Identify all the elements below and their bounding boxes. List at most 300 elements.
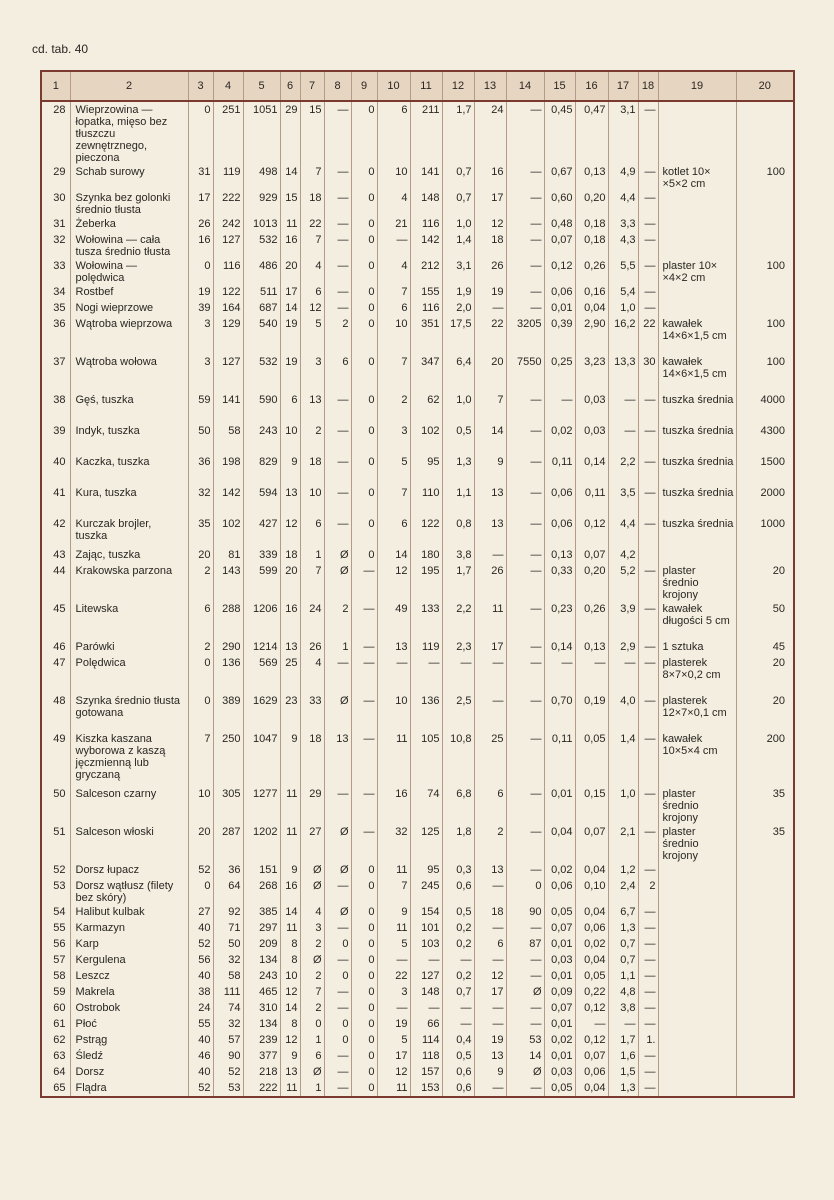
- cell-col-10: 2: [377, 392, 410, 423]
- cell-col-18: —: [638, 920, 658, 936]
- cell-col-7: 2: [300, 423, 324, 454]
- cell-col-15: 0,23: [544, 601, 575, 639]
- cell-col-15: 0,14: [544, 639, 575, 655]
- cell-col-14: 7550: [506, 354, 544, 392]
- cell-col-13: 12: [474, 968, 506, 984]
- cell-col-5: 297: [243, 920, 280, 936]
- cell-col-5: 218: [243, 1064, 280, 1080]
- cell-col-15: 0,09: [544, 984, 575, 1000]
- cell-col-1: 41: [53, 487, 66, 499]
- cell-col-15: 0,01: [544, 300, 575, 316]
- cell-col-10: 5: [377, 936, 410, 952]
- cell-col-17: 1,3: [608, 920, 638, 936]
- cell-col-17: 1,0: [608, 300, 638, 316]
- cell-col-2: Wątroba wołowa: [70, 354, 188, 392]
- cell-col-6: 25: [280, 655, 300, 693]
- cell-col-2: Wieprzowina — łopatka, mięso bez tłuszczu zewnętrznego, pieczona: [70, 101, 188, 164]
- cell-col-12: 0,3: [442, 862, 474, 878]
- cell-col-14: 53: [506, 1032, 544, 1048]
- cell-col-7: 26: [300, 639, 324, 655]
- cell-col-6: 16: [280, 601, 300, 639]
- cell-col-13: —: [474, 1080, 506, 1096]
- cell-col-13: 18: [474, 904, 506, 920]
- cell-col-11: —: [410, 1000, 442, 1016]
- row-65: [42, 1080, 793, 1096]
- cell-col-17: 6,7: [608, 904, 638, 920]
- cell-col-4: 290: [213, 639, 243, 655]
- cell-col-16: 0,04: [575, 300, 608, 316]
- cell-col-19: tuszka średnia: [658, 516, 736, 547]
- cell-col-11: 74: [410, 786, 442, 824]
- cell-col-8: —: [324, 920, 351, 936]
- cell-col-6: 20: [280, 563, 300, 601]
- cell-col-6: 23: [280, 693, 300, 731]
- cell-col-14: 14: [506, 1048, 544, 1064]
- cell-col-4: 129: [213, 316, 243, 354]
- cell-col-4: 32: [213, 952, 243, 968]
- cell-col-5: 1214: [243, 639, 280, 655]
- cell-col-8: Ø: [324, 862, 351, 878]
- cell-col-1: 63: [53, 1050, 66, 1062]
- cell-col-3: 52: [188, 862, 213, 878]
- cell-col-13: 18: [474, 232, 506, 258]
- cell-col-20: 100: [736, 316, 793, 354]
- cell-col-14: —: [506, 952, 544, 968]
- row-40: [42, 454, 793, 485]
- cell-col-16: 0,47: [575, 101, 608, 164]
- cell-col-9: 0: [351, 952, 377, 968]
- cell-col-20: [736, 1064, 793, 1080]
- cell-col-8: 2: [324, 316, 351, 354]
- cell-col-18: —: [638, 101, 658, 164]
- cell-col-16: 0,15: [575, 786, 608, 824]
- cell-col-5: 1047: [243, 731, 280, 786]
- cell-col-3: 10: [188, 786, 213, 824]
- cell-col-16: 0,22: [575, 984, 608, 1000]
- cell-col-15: 0,13: [544, 547, 575, 563]
- cell-col-19: [658, 1032, 736, 1048]
- cell-col-20: [736, 904, 793, 920]
- cell-col-5: 151: [243, 862, 280, 878]
- cell-col-2: Kurczak brojler, tuszka: [70, 516, 188, 547]
- cell-col-9: 0: [351, 392, 377, 423]
- cell-col-19: [658, 1016, 736, 1032]
- cell-col-19: plasterek 8×7×0,2 cm: [658, 655, 736, 693]
- cell-col-11: 153: [410, 1080, 442, 1096]
- cell-col-18: —: [638, 423, 658, 454]
- cell-col-19: tuszka średnia: [658, 485, 736, 516]
- cell-col-1: 52: [53, 864, 66, 876]
- cell-col-10: 5: [377, 454, 410, 485]
- cell-col-1: 64: [53, 1066, 66, 1078]
- cell-col-11: 95: [410, 454, 442, 485]
- cell-col-15: 0,07: [544, 232, 575, 258]
- cell-col-20: [736, 936, 793, 952]
- cell-col-19: plasterek 12×7×0,1 cm: [658, 693, 736, 731]
- cell-col-14: —: [506, 454, 544, 485]
- cell-col-7: 6: [300, 284, 324, 300]
- cell-col-4: 222: [213, 190, 243, 216]
- cell-col-2: Kura, tuszka: [70, 485, 188, 516]
- cell-col-13: —: [474, 547, 506, 563]
- cell-col-3: 52: [188, 936, 213, 952]
- cell-col-12: 3,8: [442, 547, 474, 563]
- cell-col-5: 377: [243, 1048, 280, 1064]
- cell-col-6: 11: [280, 1080, 300, 1096]
- cell-col-18: —: [638, 284, 658, 300]
- cell-col-7: 29: [300, 786, 324, 824]
- cell-col-17: 4,2: [608, 547, 638, 563]
- cell-col-18: —: [638, 639, 658, 655]
- cell-col-10: 4: [377, 258, 410, 284]
- cell-col-6: 9: [280, 454, 300, 485]
- cell-col-20: 1500: [736, 454, 793, 485]
- cell-col-8: —: [324, 164, 351, 190]
- cell-col-12: 3,1: [442, 258, 474, 284]
- cell-col-1: 37: [53, 356, 66, 368]
- cell-col-1: 36: [53, 318, 66, 330]
- cell-col-17: 1,1: [608, 968, 638, 984]
- cell-col-11: 125: [410, 824, 442, 862]
- cell-col-5: 134: [243, 1016, 280, 1032]
- column-header-14: 14: [506, 72, 544, 101]
- cell-col-12: 17,5: [442, 316, 474, 354]
- cell-col-1: 61: [53, 1018, 66, 1030]
- cell-col-9: 0: [351, 164, 377, 190]
- column-header-12: 12: [442, 72, 474, 101]
- cell-col-1: 30: [53, 192, 66, 204]
- cell-col-10: 6: [377, 516, 410, 547]
- cell-col-4: 288: [213, 601, 243, 639]
- cell-col-16: 0,06: [575, 920, 608, 936]
- cell-col-20: [736, 1048, 793, 1064]
- cell-col-4: 90: [213, 1048, 243, 1064]
- cell-col-12: 2,2: [442, 601, 474, 639]
- cell-col-5: 134: [243, 952, 280, 968]
- column-header-13: 13: [474, 72, 506, 101]
- cell-col-8: 0: [324, 1016, 351, 1032]
- cell-col-12: 6,4: [442, 354, 474, 392]
- cell-col-6: 16: [280, 878, 300, 904]
- cell-col-15: 0,06: [544, 284, 575, 300]
- header-row: [42, 72, 793, 101]
- cell-col-20: 35: [736, 824, 793, 862]
- row-60: [42, 1000, 793, 1016]
- cell-col-6: 18: [280, 547, 300, 563]
- cell-col-4: 127: [213, 354, 243, 392]
- cell-col-14: —: [506, 655, 544, 693]
- cell-col-16: 0,05: [575, 968, 608, 984]
- cell-col-18: —: [638, 516, 658, 547]
- table-body: [42, 101, 793, 1096]
- cell-col-12: 10,8: [442, 731, 474, 786]
- cell-col-14: —: [506, 547, 544, 563]
- cell-col-14: 90: [506, 904, 544, 920]
- cell-col-17: 2,4: [608, 878, 638, 904]
- cell-col-3: 40: [188, 968, 213, 984]
- cell-col-13: 9: [474, 454, 506, 485]
- cell-col-12: —: [442, 952, 474, 968]
- cell-col-7: 15: [300, 101, 324, 164]
- cell-col-7: 18: [300, 190, 324, 216]
- cell-col-8: —: [324, 1064, 351, 1080]
- row-50: [42, 786, 793, 824]
- cell-col-3: 46: [188, 1048, 213, 1064]
- cell-col-20: 20: [736, 655, 793, 693]
- cell-col-11: —: [410, 655, 442, 693]
- cell-col-16: 0,12: [575, 1032, 608, 1048]
- cell-col-9: 0: [351, 354, 377, 392]
- cell-col-14: —: [506, 164, 544, 190]
- cell-col-6: 12: [280, 984, 300, 1000]
- cell-col-2: Dorsz: [70, 1064, 188, 1080]
- cell-col-7: 6: [300, 1048, 324, 1064]
- cell-col-5: 209: [243, 936, 280, 952]
- cell-col-9: 0: [351, 984, 377, 1000]
- cell-col-13: 17: [474, 639, 506, 655]
- cell-col-1: 43: [53, 549, 66, 561]
- cell-col-8: Ø: [324, 563, 351, 601]
- cell-col-6: 15: [280, 190, 300, 216]
- cell-col-13: —: [474, 878, 506, 904]
- cell-col-17: 3,8: [608, 1000, 638, 1016]
- cell-col-17: 4,3: [608, 232, 638, 258]
- cell-col-1: 40: [53, 456, 66, 468]
- cell-col-5: 540: [243, 316, 280, 354]
- cell-col-8: —: [324, 655, 351, 693]
- cell-col-16: 0,03: [575, 392, 608, 423]
- cell-col-17: 5,2: [608, 563, 638, 601]
- cell-col-12: —: [442, 655, 474, 693]
- column-header-4: 4: [213, 72, 243, 101]
- column-header-9: 9: [351, 72, 377, 101]
- cell-col-15: 0,48: [544, 216, 575, 232]
- cell-col-16: 0,26: [575, 258, 608, 284]
- cell-col-7: 12: [300, 300, 324, 316]
- cell-col-2: Makrela: [70, 984, 188, 1000]
- cell-col-12: 0,2: [442, 936, 474, 952]
- cell-col-3: 50: [188, 423, 213, 454]
- cell-col-18: —: [638, 786, 658, 824]
- cell-col-10: —: [377, 952, 410, 968]
- cell-col-12: —: [442, 1000, 474, 1016]
- cell-col-14: —: [506, 284, 544, 300]
- cell-col-16: 0,12: [575, 516, 608, 547]
- cell-col-16: 0,19: [575, 693, 608, 731]
- cell-col-12: —: [442, 1016, 474, 1032]
- cell-col-19: [658, 284, 736, 300]
- cell-col-10: 13: [377, 639, 410, 655]
- row-53: [42, 878, 793, 904]
- cell-col-9: 0: [351, 968, 377, 984]
- cell-col-14: 87: [506, 936, 544, 952]
- cell-col-10: 22: [377, 968, 410, 984]
- cell-col-3: 20: [188, 547, 213, 563]
- cell-col-20: [736, 216, 793, 232]
- cell-col-19: [658, 101, 736, 164]
- cell-col-19: kawałek 10×5×4 cm: [658, 731, 736, 786]
- cell-col-16: 0,12: [575, 1000, 608, 1016]
- cell-col-16: 0,04: [575, 862, 608, 878]
- row-32: [42, 232, 793, 258]
- row-55: [42, 920, 793, 936]
- cell-col-18: —: [638, 904, 658, 920]
- cell-col-13: —: [474, 952, 506, 968]
- cell-col-6: 10: [280, 423, 300, 454]
- cell-col-1: 55: [53, 922, 66, 934]
- cell-col-2: Pstrąg: [70, 1032, 188, 1048]
- cell-col-5: 339: [243, 547, 280, 563]
- cell-col-2: Litewska: [70, 601, 188, 639]
- cell-col-15: 0,11: [544, 731, 575, 786]
- cell-col-9: —: [351, 786, 377, 824]
- row-30: [42, 190, 793, 216]
- cell-col-6: 6: [280, 392, 300, 423]
- cell-col-5: 1206: [243, 601, 280, 639]
- cell-col-9: 0: [351, 423, 377, 454]
- cell-col-2: Rostbef: [70, 284, 188, 300]
- cell-col-17: 1,4: [608, 731, 638, 786]
- cell-col-10: 11: [377, 862, 410, 878]
- cell-col-10: 14: [377, 547, 410, 563]
- cell-col-13: 2: [474, 824, 506, 862]
- cell-col-2: Dorsz wątłusz (filety bez skóry): [70, 878, 188, 904]
- cell-col-20: 20: [736, 563, 793, 601]
- cell-col-8: Ø: [324, 547, 351, 563]
- cell-col-7: Ø: [300, 1064, 324, 1080]
- cell-col-1: 42: [53, 518, 66, 530]
- cell-col-15: —: [544, 392, 575, 423]
- cell-col-15: 0,01: [544, 936, 575, 952]
- cell-col-5: 1202: [243, 824, 280, 862]
- cell-col-13: —: [474, 920, 506, 936]
- cell-col-20: 35: [736, 786, 793, 824]
- cell-col-2: Indyk, tuszka: [70, 423, 188, 454]
- cell-col-14: —: [506, 862, 544, 878]
- cell-col-7: 10: [300, 485, 324, 516]
- cell-col-14: —: [506, 731, 544, 786]
- cell-col-10: 32: [377, 824, 410, 862]
- cell-col-6: 12: [280, 516, 300, 547]
- cell-col-15: 0,02: [544, 423, 575, 454]
- cell-col-20: 20: [736, 693, 793, 731]
- cell-col-6: 14: [280, 1000, 300, 1016]
- cell-col-3: 35: [188, 516, 213, 547]
- cell-col-13: 14: [474, 423, 506, 454]
- column-header-5: 5: [243, 72, 280, 101]
- cell-col-4: 74: [213, 1000, 243, 1016]
- cell-col-12: 0,5: [442, 904, 474, 920]
- cell-col-18: —: [638, 232, 658, 258]
- cell-col-12: 2,5: [442, 693, 474, 731]
- cell-col-5: 532: [243, 354, 280, 392]
- cell-col-4: 32: [213, 1016, 243, 1032]
- row-38: [42, 392, 793, 423]
- cell-col-11: 101: [410, 920, 442, 936]
- column-header-15: 15: [544, 72, 575, 101]
- cell-col-2: Salceson włoski: [70, 824, 188, 862]
- row-41: [42, 485, 793, 516]
- cell-col-8: —: [324, 190, 351, 216]
- cell-col-8: —: [324, 1048, 351, 1064]
- cell-col-15: 0,67: [544, 164, 575, 190]
- cell-col-17: 4,4: [608, 516, 638, 547]
- cell-col-3: 17: [188, 190, 213, 216]
- cell-col-13: 13: [474, 862, 506, 878]
- cell-col-9: 0: [351, 1048, 377, 1064]
- cell-col-3: 7: [188, 731, 213, 786]
- cell-col-8: 6: [324, 354, 351, 392]
- cell-col-3: 0: [188, 693, 213, 731]
- cell-col-19: [658, 216, 736, 232]
- cell-col-12: 0,5: [442, 423, 474, 454]
- cell-col-19: tuszka średnia: [658, 454, 736, 485]
- column-header-16: 16: [575, 72, 608, 101]
- cell-col-9: 0: [351, 258, 377, 284]
- cell-col-10: 7: [377, 284, 410, 300]
- cell-col-7: 5: [300, 316, 324, 354]
- cell-col-5: 222: [243, 1080, 280, 1096]
- cell-col-18: —: [638, 485, 658, 516]
- cell-col-2: Polędwica: [70, 655, 188, 693]
- cell-col-11: 180: [410, 547, 442, 563]
- cell-col-8: —: [324, 101, 351, 164]
- cell-col-20: 4000: [736, 392, 793, 423]
- cell-col-10: 4: [377, 190, 410, 216]
- cell-col-1: 57: [53, 954, 66, 966]
- column-header-19: 19: [658, 72, 736, 101]
- cell-col-11: 118: [410, 1048, 442, 1064]
- cell-col-17: 2,1: [608, 824, 638, 862]
- cell-col-20: [736, 952, 793, 968]
- cell-col-16: 0,14: [575, 454, 608, 485]
- column-header-1: 1: [42, 72, 70, 101]
- cell-col-3: 31: [188, 164, 213, 190]
- cell-col-12: 1,0: [442, 216, 474, 232]
- cell-col-13: 9: [474, 1064, 506, 1080]
- column-header-10: 10: [377, 72, 410, 101]
- row-57: [42, 952, 793, 968]
- cell-col-9: 0: [351, 485, 377, 516]
- cell-col-17: 0,7: [608, 936, 638, 952]
- cell-col-15: 0,07: [544, 920, 575, 936]
- cell-col-4: 287: [213, 824, 243, 862]
- cell-col-8: —: [324, 423, 351, 454]
- cell-col-19: [658, 862, 736, 878]
- cell-col-8: —: [324, 284, 351, 300]
- cell-col-14: —: [506, 485, 544, 516]
- cell-col-5: 511: [243, 284, 280, 300]
- cell-col-11: 119: [410, 639, 442, 655]
- cell-col-13: 11: [474, 601, 506, 639]
- cell-col-7: 24: [300, 601, 324, 639]
- cell-col-14: —: [506, 423, 544, 454]
- cell-col-3: 32: [188, 485, 213, 516]
- cell-col-13: 24: [474, 101, 506, 164]
- cell-col-8: 2: [324, 601, 351, 639]
- cell-col-11: 154: [410, 904, 442, 920]
- cell-col-8: —: [324, 878, 351, 904]
- cell-col-10: 11: [377, 731, 410, 786]
- cell-col-20: [736, 190, 793, 216]
- cell-col-5: 243: [243, 423, 280, 454]
- cell-col-20: [736, 1080, 793, 1096]
- cell-col-1: 47: [53, 657, 66, 669]
- cell-col-18: —: [638, 952, 658, 968]
- cell-col-6: 19: [280, 354, 300, 392]
- cell-col-11: 105: [410, 731, 442, 786]
- column-header-2: 2: [70, 72, 188, 101]
